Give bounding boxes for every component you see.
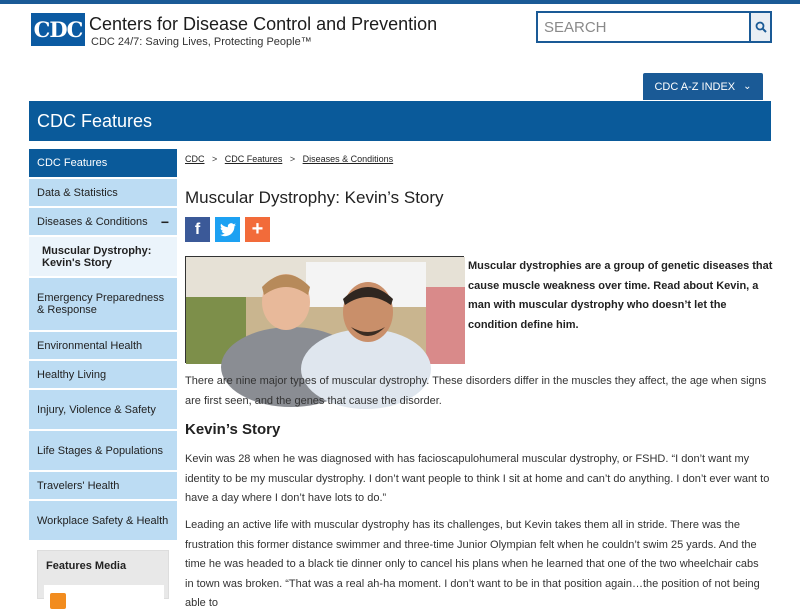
article-paragraph-1: There are nine major types of muscular dystrophy. These disorders differ in the muscles they affect, the age when signs are first seen, and the genes that cause the disorder. [185, 375, 767, 407]
section-banner [29, 101, 771, 141]
twitter-icon [220, 223, 236, 237]
sidebar-item-travelers-health[interactable]: Travelers' Health [29, 472, 177, 501]
plus-icon: + [251, 218, 264, 240]
page-title: Muscular Dystrophy: Kevin’s Story [185, 188, 444, 207]
sidebar-item-injury[interactable]: Injury, Violence & Safety [29, 390, 177, 431]
facebook-share-button[interactable] [185, 217, 210, 242]
sidebar-subitem-kevins-story[interactable]: Muscular Dystrophy: Kevin's Story [29, 237, 177, 278]
article-paragraph-3: Leading an active life with muscular dystrophy has its challenges, but Kevin takes them all in stride. There was the frustration this former distance swimmer and three-time Junior Olympian felt when he couldn’t swim 25 yards. And the time he was headed to a black tie dinner only to cancel his plans when he learned that one of the two wheelchair cabs in town was broken. “That was a real ah-ha moment. I don’t want to be in that position again…the position of not being able to [185, 519, 760, 609]
features-media-box [37, 550, 169, 599]
sidebar-item-emergency[interactable]: Emergency Preparedness & Response [29, 278, 177, 332]
twitter-share-button[interactable] [215, 217, 240, 242]
breadcrumb-link-cdc-features[interactable]: CDC Features [224, 154, 283, 164]
sidebar-item-data-statistics[interactable]: Data & Statistics [29, 179, 177, 208]
share-buttons [185, 217, 275, 242]
sidebar-item-environmental-health[interactable]: Environmental Health [29, 332, 177, 361]
search-input[interactable] [538, 13, 749, 41]
breadcrumb: CDC > CDC Features > Diseases & Conditions [185, 154, 394, 164]
sidebar-item-workplace[interactable]: Workplace Safety & Health [29, 501, 177, 542]
section-heading: Kevin’s Story [185, 421, 281, 438]
site-tagline: CDC 24/7: Saving Lives, Protecting People™ [91, 36, 312, 48]
az-index-button[interactable] [643, 73, 763, 100]
sidebar-item-cdc-features[interactable]: CDC Features [29, 149, 177, 179]
banner-title: CDC Features [37, 110, 153, 131]
search-icon [755, 21, 767, 33]
sidebar-item-healthy-living[interactable]: Healthy Living [29, 361, 177, 390]
az-index-label: CDC A-Z INDEX [654, 80, 736, 93]
collapse-icon[interactable]: − [160, 213, 169, 230]
article-paragraph-2: Kevin was 28 when he was diagnosed with has facioscapulohumeral muscular dystrophy, or FSHD. “I don’t want my identity to be my muscular dystrophy. I don’t want people to think I sit at home and can’t do anything. I don’t ever want to have a day where I don’t have lots to do.” [185, 453, 770, 504]
top-accent-bar [0, 0, 800, 4]
facebook-icon: f [194, 220, 201, 238]
more-share-button[interactable] [245, 217, 270, 242]
cdc-logo-link[interactable] [31, 13, 437, 49]
sidebar-item-diseases-conditions[interactable]: Diseases & Conditions − [29, 208, 177, 237]
chevron-down-icon: ⌄ [743, 81, 752, 92]
cdc-logo: CDC [31, 13, 85, 46]
search-button[interactable] [749, 13, 770, 41]
features-media-list [44, 585, 164, 605]
features-media-title: Features Media [46, 560, 127, 572]
breadcrumb-link-cdc[interactable]: CDC [185, 154, 205, 164]
sidebar-nav [29, 149, 177, 542]
sidebar-item-life-stages[interactable]: Life Stages & Populations [29, 431, 177, 472]
site-title: Centers for Disease Control and Prevention [89, 14, 438, 34]
breadcrumb-link-diseases[interactable]: Diseases & Conditions [302, 154, 394, 164]
article-lead: Muscular dystrophies are a group of genetic diseases that cause muscle weakness over time. Read about Kevin, a man with muscular dystrophy who doesn’t let the condition define him. [468, 260, 773, 331]
search-form [536, 11, 772, 43]
kevin-photo [185, 256, 464, 363]
rss-icon[interactable] [50, 593, 66, 609]
